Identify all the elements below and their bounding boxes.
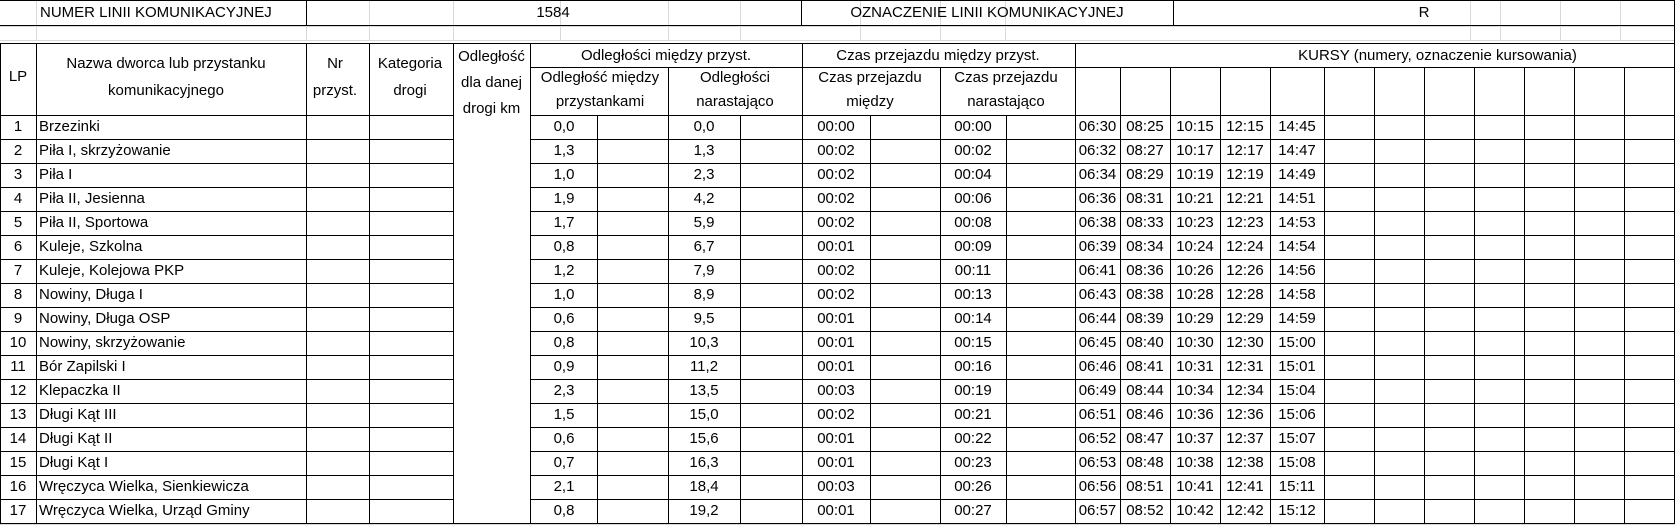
cell-dist: 1,7 [553, 214, 575, 231]
cell-course-time: 10:38 [1176, 454, 1214, 471]
grid-line [530, 187, 1675, 188]
grid-line [530, 523, 1675, 524]
grid-line [0, 523, 453, 524]
cell-course-time: 08:33 [1126, 214, 1164, 231]
cell-course-time: 08:27 [1126, 142, 1164, 159]
header-dist-between: Odległość między przystankami [540, 69, 660, 110]
cell-course-time: 14:59 [1278, 310, 1316, 327]
grid-line [1474, 67, 1475, 523]
grid-line [1424, 67, 1425, 523]
cell-dist: 0,6 [553, 310, 575, 327]
cell-course-time: 10:41 [1176, 478, 1214, 495]
cell-name: Wręczyca Wielka, Sienkiewicza [39, 478, 249, 495]
grid-line [0, 187, 453, 188]
cell-dist-cum: 19,2 [689, 502, 719, 519]
cell-time-cum: 00:23 [954, 454, 992, 471]
cell-lp: 12 [9, 382, 27, 399]
cell-time-cum: 00:21 [954, 406, 992, 423]
cell-course-time: 12:21 [1226, 190, 1264, 207]
cell-time: 00:03 [817, 382, 855, 399]
cell-time: 00:01 [817, 358, 855, 375]
grid-line [1324, 67, 1325, 523]
cell-name: Nowiny, Długa I [39, 286, 143, 303]
cell-time: 00:02 [817, 166, 855, 183]
cell-name: Długi Kąt II [39, 430, 113, 447]
cell-course-time: 12:41 [1226, 478, 1264, 495]
cell-course-time: 15:00 [1278, 334, 1316, 351]
cell-time-cum: 00:13 [954, 286, 992, 303]
cell-time: 00:01 [817, 454, 855, 471]
cell-time-cum: 00:19 [954, 382, 992, 399]
grid-line [0, 451, 453, 452]
grid-line [530, 475, 1675, 476]
cell-lp: 14 [9, 430, 27, 447]
cell-time: 00:02 [817, 190, 855, 207]
grid-line [0, 427, 453, 428]
grid-line [0, 235, 453, 236]
cell-course-time: 06:38 [1078, 214, 1117, 231]
cell-lp: 1 [13, 118, 23, 135]
cell-name: Kuleje, Szkolna [39, 238, 143, 255]
grid-line [530, 307, 1675, 308]
cell-dist-cum: 6,7 [693, 238, 715, 255]
cell-course-time: 15:01 [1278, 358, 1316, 375]
grid-line [1075, 67, 1675, 68]
cell-time-cum: 00:00 [954, 118, 992, 135]
cell-course-time: 08:31 [1126, 190, 1164, 207]
cell-course-time: 08:29 [1126, 166, 1164, 183]
cell-course-time: 14:49 [1278, 166, 1316, 183]
cell-dist-cum: 13,5 [689, 382, 719, 399]
cell-course-time: 08:36 [1126, 262, 1164, 279]
cell-name: Piła I [39, 166, 73, 183]
cell-course-time: 08:52 [1126, 502, 1164, 519]
cell-dist-cum: 2,3 [693, 166, 715, 183]
cell-lp: 11 [10, 358, 26, 375]
cell-lp: 7 [13, 262, 23, 279]
header-road-distance: Odległość dla danej drogi km [458, 48, 525, 117]
cell-time-cum: 00:04 [954, 166, 992, 183]
cell-course-time: 12:42 [1226, 502, 1264, 519]
cell-course-time: 08:48 [1126, 454, 1164, 471]
cell-course-time: 12:29 [1226, 310, 1264, 327]
grid-line [530, 163, 1675, 164]
cell-dist-cum: 18,4 [689, 478, 719, 495]
cell-course-time: 10:34 [1176, 382, 1214, 399]
header-road-category: Kategoria drogi [377, 55, 443, 99]
cell-course-time: 10:31 [1176, 358, 1214, 375]
grid-line [530, 235, 1675, 236]
cell-name: Długi Kąt I [39, 454, 109, 471]
cell-course-time: 10:36 [1176, 406, 1214, 423]
cell-name: Wręczyca Wielka, Urząd Gminy [39, 502, 250, 519]
cell-time: 00:00 [817, 118, 855, 135]
cell-course-time: 08:46 [1126, 406, 1164, 423]
cell-course-time: 14:51 [1278, 190, 1316, 207]
cell-lp: 4 [13, 190, 23, 207]
cell-time-cum: 00:11 [954, 262, 992, 279]
grid-line [530, 259, 1675, 260]
cell-time: 00:02 [817, 142, 855, 159]
cell-course-time: 08:41 [1126, 358, 1164, 375]
cell-dist: 0,0 [553, 118, 575, 135]
header-time-between: Czas przejazdu między [818, 69, 922, 110]
grid-line [0, 259, 453, 260]
cell-course-time: 12:15 [1226, 118, 1264, 135]
cell-lp: 2 [13, 142, 23, 159]
cell-course-time: 10:15 [1176, 118, 1214, 135]
grid-line [0, 163, 453, 164]
grid-line [530, 403, 1675, 404]
cell-course-time: 12:37 [1226, 430, 1264, 447]
cell-time: 00:02 [817, 214, 855, 231]
grid-line [0, 211, 453, 212]
cell-time: 00:03 [817, 478, 855, 495]
cell-dist-cum: 11,2 [689, 358, 719, 375]
cell-course-time: 14:47 [1278, 142, 1316, 159]
cell-course-time: 10:28 [1176, 286, 1214, 303]
cell-name: Bór Zapilski I [39, 358, 126, 375]
cell-time-cum: 00:02 [954, 142, 992, 159]
grid-line [0, 499, 453, 500]
cell-course-time: 06:43 [1078, 286, 1117, 303]
cell-time: 00:01 [817, 334, 855, 351]
grid-line [0, 0, 1675, 1]
cell-dist-cum: 16,3 [689, 454, 719, 471]
cell-dist-cum: 7,9 [693, 262, 715, 279]
cell-course-time: 10:26 [1176, 262, 1214, 279]
cell-dist: 1,0 [553, 166, 575, 183]
cell-dist: 1,9 [553, 190, 575, 207]
header-lp: LP [8, 68, 28, 85]
grid-line [530, 283, 1675, 284]
cell-dist: 0,7 [553, 454, 575, 471]
cell-course-time: 12:30 [1226, 334, 1264, 351]
cell-lp: 15 [9, 454, 27, 471]
header-times-group: Czas przejazdu między przyst. [836, 47, 1040, 64]
cell-dist: 0,8 [553, 502, 575, 519]
cell-dist: 0,8 [553, 238, 575, 255]
cell-course-time: 06:46 [1078, 358, 1117, 375]
cell-time: 00:02 [817, 262, 855, 279]
cell-course-time: 06:36 [1078, 190, 1117, 207]
cell-course-time: 08:47 [1126, 430, 1164, 447]
grid-line [0, 379, 453, 380]
cell-course-time: 06:53 [1078, 454, 1117, 471]
cell-course-time: 15:06 [1278, 406, 1316, 423]
header-stop-no: Nr przyst. [312, 55, 358, 99]
cell-course-time: 14:45 [1278, 118, 1316, 135]
grid-line [0, 307, 453, 308]
cell-dist: 1,5 [553, 406, 575, 423]
cell-course-time: 15:04 [1278, 382, 1316, 399]
cell-course-time: 10:23 [1176, 214, 1214, 231]
cell-course-time: 10:17 [1176, 142, 1214, 159]
cell-time-cum: 00:15 [954, 334, 992, 351]
cell-course-time: 12:36 [1226, 406, 1264, 423]
grid-line [1374, 67, 1375, 523]
cell-course-time: 06:49 [1078, 382, 1117, 399]
grid-line [0, 403, 453, 404]
cell-course-time: 14:58 [1278, 286, 1316, 303]
cell-dist: 0,8 [553, 334, 575, 351]
cell-time-cum: 00:16 [954, 358, 992, 375]
cell-time-cum: 00:27 [954, 502, 992, 519]
cell-course-time: 06:41 [1078, 262, 1117, 279]
cell-time: 00:02 [817, 406, 855, 423]
cell-course-time: 06:56 [1078, 478, 1117, 495]
line-number-value: 1584 [536, 4, 570, 21]
cell-lp: 13 [9, 406, 27, 423]
cell-time-cum: 00:26 [954, 478, 992, 495]
cell-course-time: 06:44 [1078, 310, 1117, 327]
cell-course-time: 08:39 [1126, 310, 1164, 327]
cell-lp: 3 [13, 166, 23, 183]
cell-course-time: 06:39 [1078, 238, 1117, 255]
grid-line [530, 331, 1675, 332]
cell-time: 00:01 [817, 310, 855, 327]
cell-course-time: 10:30 [1176, 334, 1214, 351]
cell-course-time: 08:34 [1126, 238, 1164, 255]
cell-dist: 0,6 [553, 430, 575, 447]
grid-line [0, 139, 453, 140]
grid-line [530, 427, 1675, 428]
cell-lp: 8 [13, 286, 23, 303]
cell-name: Kuleje, Kolejowa PKP [39, 262, 185, 279]
cell-name: Klepaczka II [39, 382, 121, 399]
cell-course-time: 15:08 [1278, 454, 1316, 471]
cell-course-time: 06:57 [1078, 502, 1117, 519]
grid-line [530, 355, 1675, 356]
grid-line [1524, 67, 1525, 523]
header-time-cumulative: Czas przejazdu narastająco [954, 69, 1058, 110]
cell-name: Piła I, skrzyżowanie [39, 142, 171, 159]
header-distances-group: Odległości między przyst. [580, 47, 752, 64]
cell-course-time: 15:12 [1278, 502, 1316, 519]
grid-line [0, 43, 1, 523]
line-number-label: NUMER LINII KOMUNIKACYJNEJ [40, 4, 272, 21]
cell-course-time: 14:56 [1278, 262, 1316, 279]
cell-dist-cum: 9,5 [693, 310, 715, 327]
cell-course-time: 08:44 [1126, 382, 1164, 399]
cell-course-time: 12:28 [1226, 286, 1264, 303]
cell-time-cum: 00:08 [954, 214, 992, 231]
cell-dist: 1,3 [553, 142, 575, 159]
cell-name: Piła II, Jesienna [39, 190, 145, 207]
cell-course-time: 12:23 [1226, 214, 1264, 231]
cell-name: Piła II, Sportowa [39, 214, 149, 231]
cell-course-time: 08:51 [1126, 478, 1164, 495]
grid-line [530, 451, 1675, 452]
cell-course-time: 06:51 [1078, 406, 1117, 423]
cell-course-time: 08:38 [1126, 286, 1164, 303]
cell-dist: 0,9 [553, 358, 575, 375]
cell-course-time: 06:32 [1078, 142, 1117, 159]
cell-time: 00:01 [817, 238, 855, 255]
cell-time: 00:02 [817, 286, 855, 303]
cell-course-time: 10:29 [1176, 310, 1214, 327]
header-dist-cumulative: Odległości narastająco [696, 69, 774, 110]
cell-course-time: 06:34 [1078, 166, 1117, 183]
grid-line [0, 524, 1675, 525]
grid-line [1624, 67, 1625, 523]
line-designation-label: OZNACZENIE LINII KOMUNIKACYJNEJ [850, 4, 1124, 21]
cell-dist-cum: 4,2 [693, 190, 715, 207]
grid-line [1574, 67, 1575, 523]
line-designation-value: R [1418, 4, 1430, 21]
cell-dist: 1,2 [553, 262, 575, 279]
cell-time-cum: 00:22 [954, 430, 992, 447]
cell-time-cum: 00:06 [954, 190, 992, 207]
grid-line [0, 115, 453, 116]
cell-dist-cum: 8,9 [693, 286, 715, 303]
grid-line [0, 26, 1675, 27]
cell-dist-cum: 15,0 [689, 406, 719, 423]
cell-course-time: 06:30 [1078, 118, 1117, 135]
cell-time-cum: 00:14 [954, 310, 992, 327]
cell-course-time: 12:26 [1226, 262, 1264, 279]
grid-line [530, 139, 1675, 140]
cell-course-time: 12:31 [1226, 358, 1264, 375]
cell-course-time: 15:11 [1278, 478, 1316, 495]
cell-time: 00:01 [817, 502, 855, 519]
cell-dist-cum: 15,6 [689, 430, 719, 447]
cell-course-time: 08:40 [1126, 334, 1164, 351]
grid-line [0, 475, 453, 476]
cell-course-time: 10:24 [1176, 238, 1214, 255]
grid-line [0, 283, 453, 284]
grid-line [453, 523, 530, 524]
cell-lp: 5 [13, 214, 23, 231]
cell-course-time: 06:45 [1078, 334, 1117, 351]
grid-line [530, 379, 1675, 380]
grid-line [0, 355, 453, 356]
cell-lp: 6 [13, 238, 23, 255]
grid-line [530, 499, 1675, 500]
cell-course-time: 12:17 [1226, 142, 1264, 159]
cell-dist-cum: 1,3 [693, 142, 715, 159]
cell-course-time: 12:24 [1226, 238, 1264, 255]
cell-lp: 16 [9, 478, 27, 495]
cell-dist-cum: 5,9 [693, 214, 715, 231]
cell-course-time: 06:52 [1078, 430, 1117, 447]
header-stop-name: Nazwa dworca lub przystanku komunikacyjnego [66, 55, 266, 99]
grid-line [0, 43, 1675, 44]
grid-line [36, 0, 37, 40]
cell-course-time: 14:54 [1278, 238, 1316, 255]
cell-course-time: 10:37 [1176, 430, 1214, 447]
cell-course-time: 12:19 [1226, 166, 1264, 183]
cell-course-time: 10:19 [1176, 166, 1214, 183]
cell-lp: 9 [13, 310, 23, 327]
cell-course-time: 15:07 [1278, 430, 1316, 447]
grid-line [740, 115, 741, 523]
cell-course-time: 10:21 [1176, 190, 1214, 207]
cell-course-time: 12:34 [1226, 382, 1264, 399]
cell-name: Nowiny, skrzyżowanie [39, 334, 186, 351]
cell-lp: 17 [9, 502, 27, 519]
cell-dist: 2,1 [553, 478, 575, 495]
cell-dist: 2,3 [553, 382, 575, 399]
cell-name: Nowiny, Długa OSP [39, 310, 171, 327]
cell-time-cum: 00:09 [954, 238, 992, 255]
grid-line [0, 40, 1675, 41]
grid-line [870, 115, 871, 523]
cell-name: Brzezinki [39, 118, 100, 135]
cell-dist-cum: 10,3 [689, 334, 719, 351]
cell-course-time: 14:53 [1278, 214, 1316, 231]
cell-course-time: 10:42 [1176, 502, 1214, 519]
header-courses-group: KURSY (numery, oznaczenie kursowania) [1298, 47, 1577, 64]
grid-line [530, 211, 1675, 212]
cell-course-time: 12:38 [1226, 454, 1264, 471]
grid-line [1006, 115, 1007, 523]
cell-course-time: 08:25 [1126, 118, 1164, 135]
cell-lp: 10 [9, 334, 27, 351]
cell-dist: 1,0 [553, 286, 575, 303]
cell-name: Długi Kąt III [39, 406, 117, 423]
grid-line [0, 331, 453, 332]
cell-time: 00:01 [817, 430, 855, 447]
cell-dist-cum: 0,0 [693, 118, 715, 135]
